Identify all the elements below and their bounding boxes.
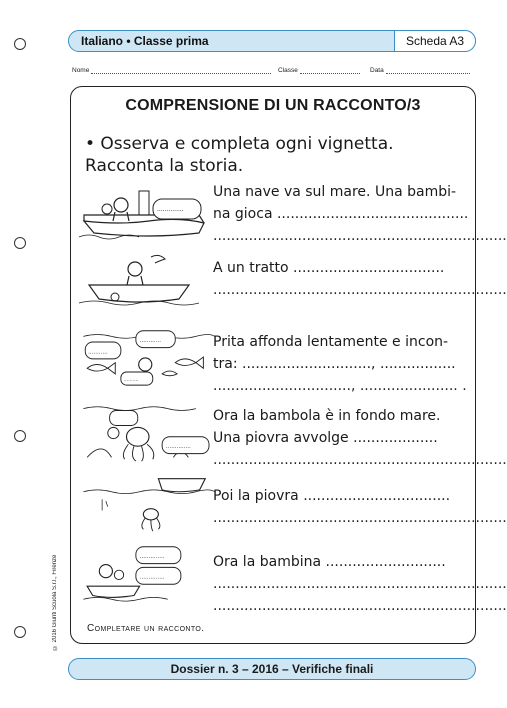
vignette-3-dots-line[interactable]: ..............................., ...................... . (213, 378, 467, 394)
vignette-2-line-1[interactable] (213, 257, 469, 279)
boat-octopus-icon (79, 473, 219, 533)
vignette-6-dots-inline[interactable]: ........................... (325, 554, 446, 570)
svg-text:..............: .............. (139, 554, 165, 560)
instruction (85, 133, 469, 177)
vignette-1-text (213, 181, 507, 247)
instruction-line-1: • Osserva e completa ogni vignetta. (85, 134, 394, 154)
svg-text:...........: ........... (88, 349, 108, 356)
vignette-5-dots-line[interactable]: .................................................................. (213, 510, 507, 526)
nome-line[interactable] (91, 67, 271, 74)
vignette-4-text2: Una piovra avvolge (213, 430, 349, 446)
vignette-4-dots-line[interactable]: .................................................................. (213, 452, 507, 468)
vignette-6-text (213, 551, 507, 617)
vignette-6-line-1[interactable] (213, 551, 469, 573)
vignette-5-dots-inline[interactable]: ................................. (303, 488, 451, 504)
vignette-1-boat-child-playing (79, 181, 219, 241)
svg-text:..............: .............. (165, 444, 191, 450)
vignette-5-text1: Poi la piovra (213, 488, 299, 504)
vignette-5-octopus-under-boat (79, 473, 219, 533)
vignette-1-line-1: Una nave va sul mare. Una bambi- (213, 184, 457, 200)
vignette-2-boat-bird (79, 251, 219, 311)
binder-hole-3 (14, 430, 26, 442)
boat-child-icon (79, 181, 219, 241)
data-label: Data (370, 67, 384, 74)
vignette-5-line-1[interactable] (213, 485, 469, 507)
vignette-4-line-1: Ora la bambola è in fondo mare. (213, 408, 441, 424)
vignette-4-octopus-doll (79, 403, 219, 463)
svg-text:..............: .............. (139, 574, 165, 581)
header-bar (68, 30, 476, 52)
binder-hole-1 (14, 38, 26, 50)
vignette-6-text1: Ora la bambina (213, 554, 322, 570)
binder-hole-4 (14, 626, 26, 638)
worksheet-frame (70, 86, 507, 644)
worksheet-title: COMPRENSIONE DI UN RACCONTO/3 (125, 97, 421, 114)
svg-text:............: ............ (139, 338, 162, 344)
subject-label: Italiano • Classe prima (81, 34, 209, 48)
student-info-row (72, 67, 474, 79)
classe-field[interactable] (278, 67, 360, 74)
vignette-4-text (213, 405, 507, 471)
nome-label: Nome (72, 67, 90, 74)
vignette-2-text1: A un tratto (213, 260, 289, 276)
svg-text:..........: .......... (123, 377, 139, 383)
octopus-icon (79, 403, 219, 463)
bottom-bar: Dossier n. 3 – 2016 – Verifiche finali (68, 658, 476, 680)
vignette-3-line-2[interactable] (213, 353, 469, 375)
vignette-6-child-hugging-doll (79, 543, 219, 603)
boat-bird-icon (79, 251, 219, 311)
vignette-3-dots-inline[interactable]: ............................., ................. (242, 356, 456, 372)
vignette-1-dots-inline[interactable]: ........................................... (276, 206, 469, 222)
sheet-tab: Scheda A3 (394, 30, 476, 52)
vignette-2-dots-inline[interactable]: .................................. (293, 260, 445, 276)
underwater-fish-icon (79, 327, 219, 387)
vignette-4-line-2[interactable] (213, 427, 469, 449)
classe-label: Classe (278, 67, 298, 74)
vignette-3-underwater-fish (79, 327, 219, 387)
vignette-2-text (213, 257, 507, 301)
classe-line[interactable] (300, 67, 360, 74)
vignette-5-text (213, 485, 507, 529)
vignette-6-dots-line-2[interactable]: .................................................................. (213, 598, 507, 614)
svg-text:..............: .............. (157, 206, 184, 213)
vignette-3-line-1: Prita affonda lentamente e incon- (213, 334, 449, 350)
vignette-6-dots-line-1[interactable]: .................................................................. (213, 576, 507, 592)
nome-field[interactable] (72, 67, 271, 74)
vignette-1-line-2[interactable] (213, 203, 469, 225)
footer-note: Completare un racconto. (87, 623, 205, 634)
data-field[interactable] (370, 67, 470, 74)
vignette-3-text (213, 331, 469, 397)
vignette-2-dots-line[interactable]: .................................................................. (213, 282, 507, 298)
child-doll-icon (79, 543, 219, 603)
binder-hole-2 (14, 237, 26, 249)
vignette-1-text2: na gioca (213, 206, 273, 222)
instruction-line-2: Racconta la storia. (85, 156, 244, 176)
data-line[interactable] (386, 67, 470, 74)
vignette-3-text2: tra: (213, 356, 238, 372)
vignette-4-dots-inline[interactable]: ................... (353, 430, 438, 446)
copyright-text: © 2016 Giunti Scuola S.r.l., Firenze (52, 554, 58, 650)
vignette-1-dots-line[interactable]: .................................................................. (213, 228, 507, 244)
